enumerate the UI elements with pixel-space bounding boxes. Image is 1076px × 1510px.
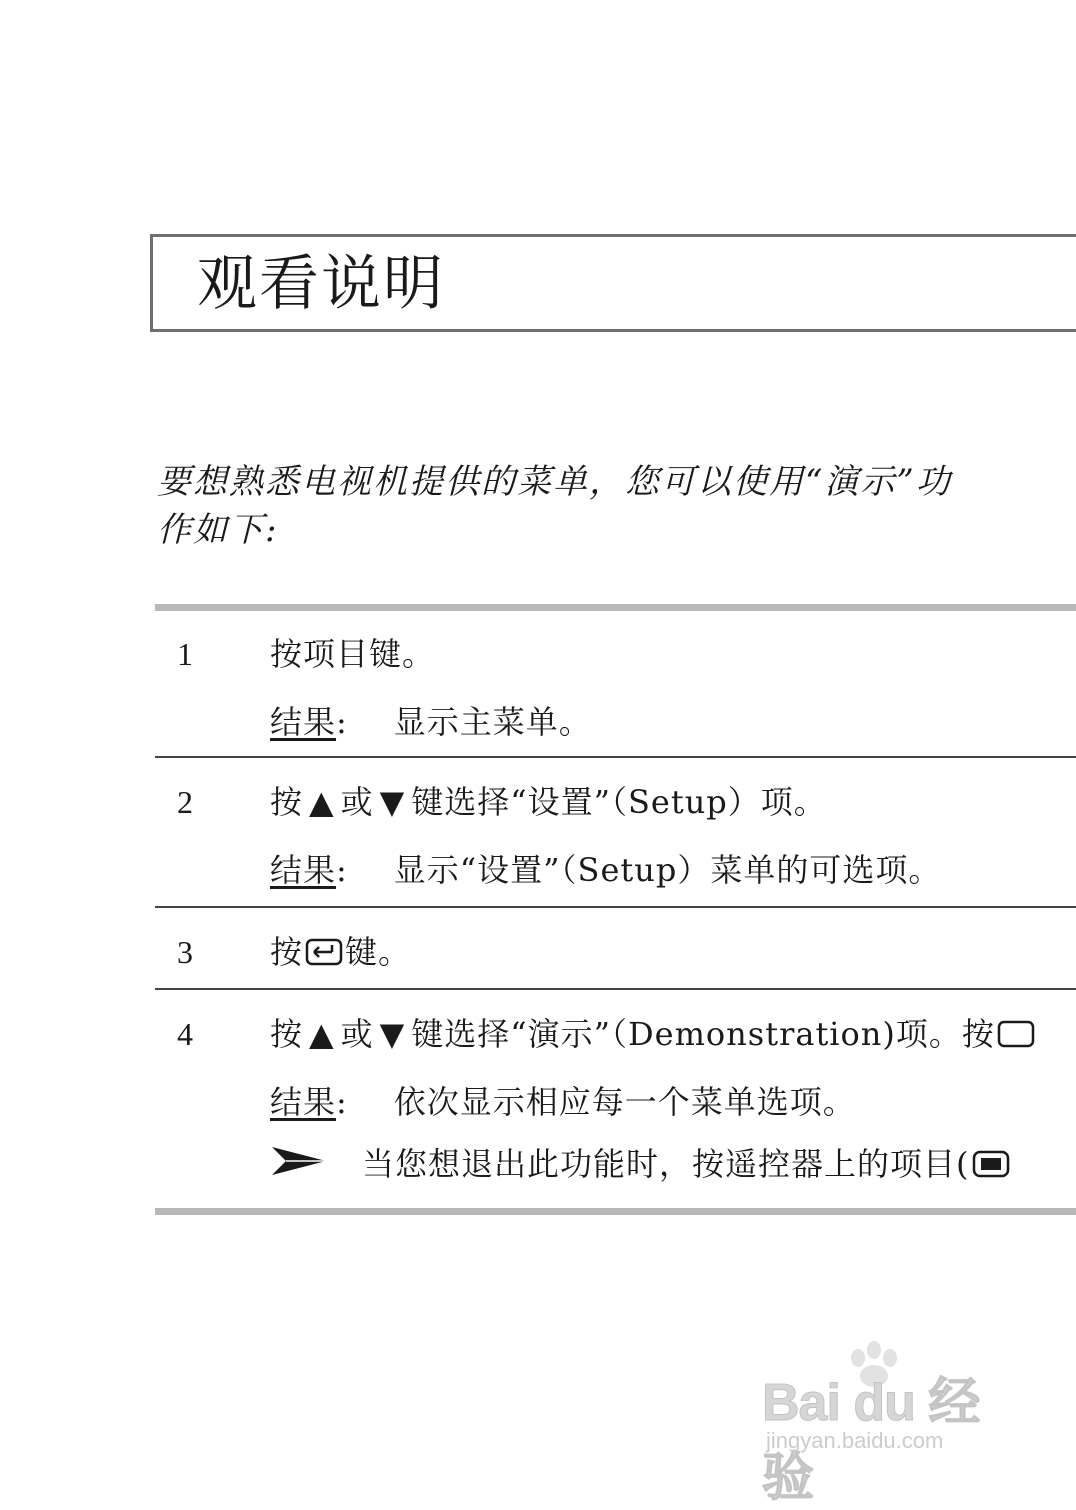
result-text: 显示主菜单。 [393, 703, 592, 741]
table-top-rule [155, 604, 1076, 611]
press-text: 按 [270, 1015, 304, 1053]
step-number: 4 [177, 1016, 193, 1052]
step-4-instruction [270, 1014, 1037, 1058]
instruction-rest: 键选择“演示”（Demonstration)项。按 [411, 1015, 995, 1053]
intro-paragraph [157, 458, 1076, 554]
instruction-rest: 键选择“设置”（Setup）项。 [411, 783, 827, 821]
result-colon: : [336, 703, 348, 741]
step-4-result [270, 1082, 856, 1122]
instruction-rest: 键。 [345, 933, 412, 971]
step-1-instruction: 按项目键。 [270, 635, 436, 673]
up-arrow-icon: ▲ [309, 783, 335, 821]
or-text: 或 [340, 1015, 374, 1053]
result-text: 显示“设置”（Setup）菜单的可选项。 [393, 851, 942, 889]
result-colon: : [336, 1083, 348, 1121]
baidu-watermark [762, 1340, 1022, 1507]
down-arrow-icon: ▼ [379, 1015, 406, 1053]
step-number: 1 [177, 636, 193, 672]
page-title: 观看说明 [197, 249, 445, 319]
result-label: 结果 [270, 703, 337, 741]
down-arrow-icon: ▼ [379, 783, 406, 821]
note-text: 当您想退出此功能时，按遥控器上的项目( [362, 1145, 970, 1183]
press-text: 按 [270, 783, 304, 821]
up-arrow-icon: ▲ [309, 1015, 335, 1053]
title-box [150, 234, 1076, 332]
result-label: 结果 [270, 851, 337, 889]
step-3-instruction [270, 932, 411, 976]
row-divider [155, 756, 1076, 758]
result-text: 依次显示相应每一个菜单选项。 [393, 1083, 856, 1121]
watermark-brand: Bai du 经验 [762, 1374, 980, 1507]
row-divider [155, 906, 1076, 908]
or-text: 或 [340, 783, 374, 821]
enter-key-icon [997, 1018, 1035, 1058]
step-2-result [270, 850, 941, 890]
intro-line-2: 作如下: [157, 510, 279, 550]
table-bottom-rule [155, 1208, 1076, 1215]
step-1-result [270, 702, 592, 742]
watermark-url: jingyan.baidu.com [766, 1428, 944, 1453]
step-2-instruction [270, 782, 827, 822]
menu-key-icon [972, 1148, 1010, 1188]
enter-key-icon [305, 936, 343, 976]
result-colon: : [336, 851, 348, 889]
step-number: 3 [177, 934, 193, 970]
step-4-note [362, 1144, 1012, 1188]
intro-line-1: 要想熟悉电视机提供的菜单，您可以使用“演示”功 [157, 462, 952, 502]
row-divider [155, 988, 1076, 990]
step-number: 2 [177, 784, 193, 820]
note-arrow-icon [270, 1144, 328, 1182]
press-text: 按 [270, 933, 304, 971]
result-label: 结果 [270, 1083, 337, 1121]
